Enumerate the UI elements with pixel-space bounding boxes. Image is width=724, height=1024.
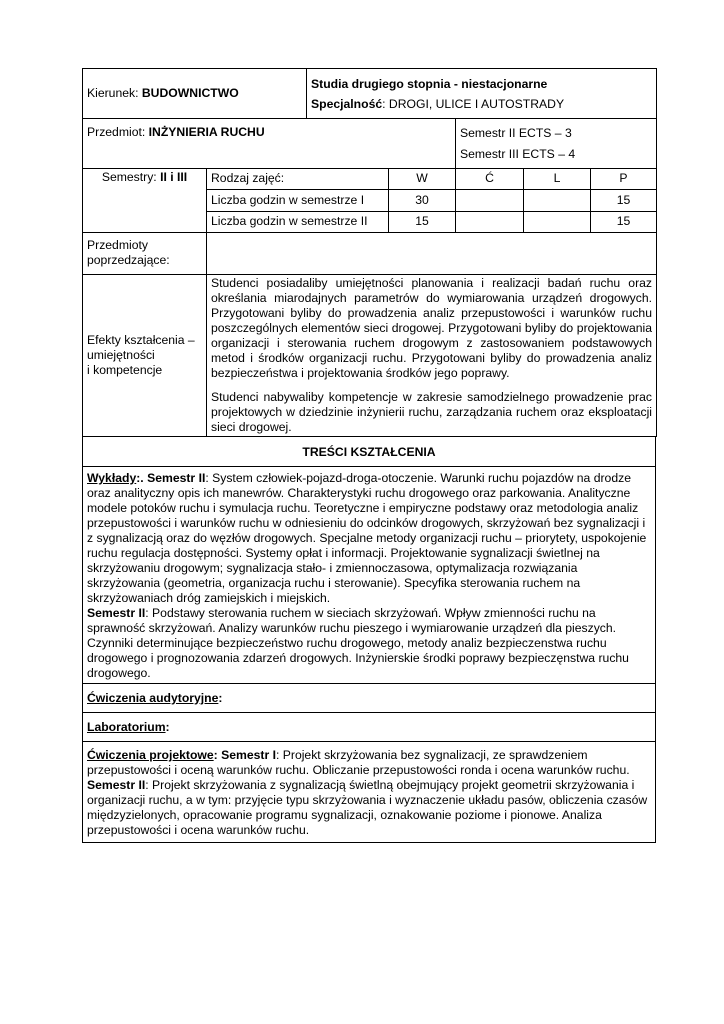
efekty-table (82, 233, 657, 438)
przedmiot-cell (83, 119, 456, 169)
kierunek-value: BUDOWNICTWO (141, 86, 239, 100)
hours-c (456, 211, 524, 232)
semestry-label: Semestry: (101, 170, 161, 184)
wyklady-label: Wykłady (87, 471, 137, 485)
efekty-paragraph-2: Studenci nabywaliby kompetencje w zakresie samodzielnego prowadzenie prac projektowych w dziedzinie inżynierii ruchu, zarządzania ruchem oraz eksploatacji sieci drogowej. (211, 390, 652, 434)
efekty-label-line1: Efekty kształcenia – (87, 333, 195, 347)
cwiczenia-audytoryjne-section (82, 684, 656, 713)
projektowe-semestr-label: : Semestr I (213, 748, 276, 762)
document-page (82, 68, 656, 843)
hours-w: 15 (389, 211, 456, 232)
przedmiot-label: Przedmiot: (87, 125, 149, 139)
header-table (82, 68, 657, 119)
semestry-cell (83, 169, 207, 232)
przedmioty-poprzedzajace-value (207, 233, 657, 275)
projektowe-label: Ćwiczenia projektowe (87, 748, 214, 762)
rodzaj-zajec-header: Rodzaj zajęć: (207, 169, 389, 189)
col-c-header: Ć (456, 169, 524, 189)
wyklady-semestr-text: : System człowiek-pojazd-droga-otoczenie. Warunki ruchu pojazdów na drodze oraz analityczny opis ich manewrów. Charakterystyki ruchu drogowego oraz parkowania. Analityczne modele potoków ruchu i symulacja ruchu. Teoretyczne i empiryczne podstawy oraz metodologia analiz przepustowości i warunków ruchu w odniesieniu do odcinków drogowych, skrzyżowań bez sygnalizacji i z sygnalizacją oraz do węzłów drogowych. Specjalne metody organizacji ruchu – priorytety, uspokojenie ruchu regulacja dostępności. Systemy opłat i informacji. Projektowanie sygnalizacji świetlnej na skrzyżowaniu drogowym; sygnalizacja stało- i zmiennoczasowa, optymalizacja rozwiązania skrzyżowania (geometria, organizacja ruchu i sterowanie). Specyfika sterowania ruchem na skrzyżowaniach dróg zamiejskich i miejskich. (87, 471, 647, 605)
projektowe-semestr-text: : Projekt skrzyżowania z sygnalizacją świetlną obejmujący projekt geometrii skrzyżowania i organizacji ruchu, a w tym: przyjęcie typu skrzyżowania i wyznaczenie układu pasów, obliczenia czasów międzyzielonych, opracowanie programu sygnalizacji, oznakowanie poziome i pionowe. Analiza przepustowości i ocena warunków ruchu. (87, 778, 648, 837)
colon: : (165, 720, 170, 734)
tresci-title: TREŚCI KSZTAŁCENIA (82, 437, 656, 467)
wyklady-semestr-label: Semestr II (87, 606, 146, 620)
efekty-text-cell (207, 275, 657, 437)
laboratorium-section (82, 713, 656, 742)
efekty-label-cell (83, 275, 207, 437)
projektowe-semestr-label: Semestr II (87, 778, 146, 792)
przedmiot-table (82, 119, 657, 169)
hours-p: 15 (591, 189, 657, 211)
kierunek-label: Kierunek: (87, 86, 142, 100)
semestr-ects-cell (456, 119, 657, 169)
studia-text: Studia drugiego stopnia - niestacjonarne (311, 76, 548, 91)
przedmioty-poprzedzajace-label: Przedmioty poprzedzające: (83, 233, 207, 275)
cwiczenia-projektowe-section (82, 742, 656, 843)
studia-cell (307, 69, 657, 119)
semestr-iii-ects: Semestr III ECTS – 4 (460, 146, 576, 161)
wyklady-section (82, 467, 656, 684)
hours-p: 15 (591, 211, 657, 232)
kierunek-cell (83, 69, 307, 119)
col-w-header: W (389, 169, 456, 189)
hours-c (456, 189, 524, 211)
specjalnosc-label: Specjalność (311, 96, 383, 111)
hours-l (524, 211, 591, 232)
semestry-value: II i III (160, 170, 188, 184)
wyklady-semestr-label: Semestr II (147, 471, 206, 485)
wyklady-semestr-text: : Podstawy sterowania ruchem w sieciach skrzyżowań. Wpływ zmienności ruchu na sprawność skrzyżowań. Analizy warunków ruchu pieszego i wymiarowanie urządzeń dla pieszych. Czynniki determinujące bezpieczeństwo ruchu drogowego, metody analiz bezpieczenstwa ruchu drogowego i prognozowania zdarzeń drogowych. Inżynierskie środki poprawy bezpieczęnstwa ruchu drogowego. (87, 606, 629, 680)
hours-l (524, 189, 591, 211)
przedmiot-value: INŻYNIERIA RUCHU (148, 125, 265, 139)
colon: : (218, 691, 223, 705)
specjalnosc-line (311, 94, 652, 114)
semestr-ii-ects: Semestr II ECTS – 3 (460, 125, 572, 140)
specjalnosc-value: : DROGI, ULICE I AUTOSTRADY (382, 96, 565, 111)
col-l-header: L (524, 169, 591, 189)
efekty-label-line2: umiejętności (87, 348, 155, 362)
cwiczenia-audytoryjne-label: Ćwiczenia audytoryjne (87, 691, 219, 705)
semestry-table (82, 169, 657, 233)
efekty-paragraph-1: Studenci posiadaliby umiejętności planowania i realizacji badań ruchu oraz określania miarodajnych parametrów do wymiarowania urządzeń drogowych. Przygotowani byliby do prowadzenia analiz przepustowości i warunków ruchu poszczególnych elementów sieci drogowej. Przygotowani byliby do projektowania organizacji i sterowania ruchem drogowym z zastosowaniem podstawowych metod i środków organizacji ruchu. Przygotowani byliby do prowadzenia analiz bezpieczeństwa i projektowania środków jego poprawy. (211, 276, 652, 380)
laboratorium-label: Laboratorium (87, 720, 166, 734)
efekty-label-line3: i kompetencje (87, 363, 163, 377)
col-p-header: P (591, 169, 657, 189)
hours-row-label: Liczba godzin w semestrze I (207, 189, 389, 211)
wyklady-sep: :. (136, 471, 148, 485)
hours-w: 30 (389, 189, 456, 211)
hours-row-label: Liczba godzin w semestrze II (207, 211, 389, 232)
projektowe-semestr-text: : Projekt skrzyżowania bez sygnalizacji, ze sprawdzeniem przepustowości i oceną warunków ruchu. Obliczanie przepustowości ronda i ocena warunków ruchu. (87, 748, 630, 777)
